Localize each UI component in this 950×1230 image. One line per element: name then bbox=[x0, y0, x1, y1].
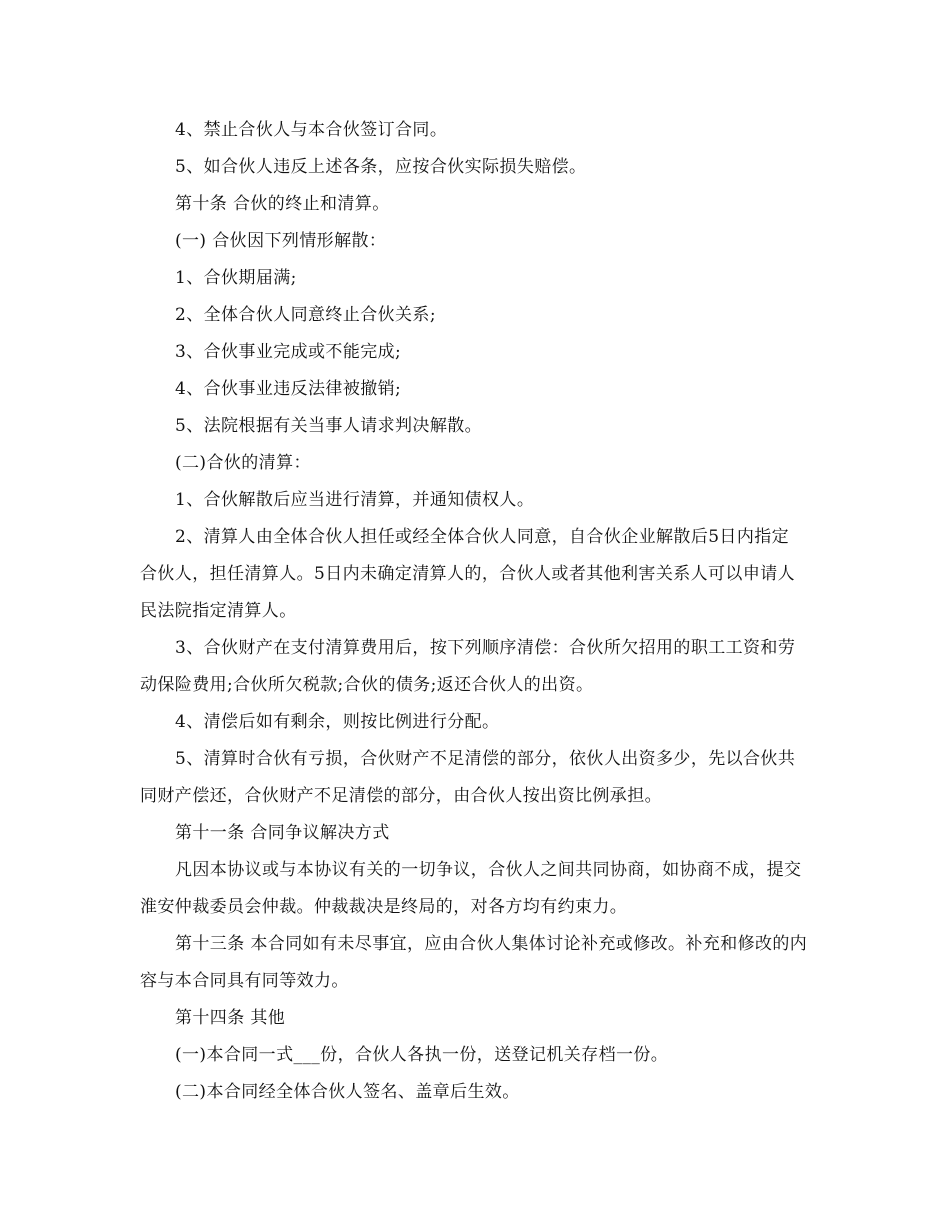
subheading-liquidation: (二)合伙的清算： bbox=[175, 453, 311, 473]
paragraph-effective: (二)本合同经全体合伙人签名、盖章后生效。 bbox=[175, 1082, 520, 1102]
heading-article-14: 第十四条 其他 bbox=[175, 1008, 286, 1028]
list-item-liquidation-3: 3、合伙财产在支付清算费用后，按下列顺序清偿：合伙所欠招用的职工工资和劳动保险费用;合伙所欠税款;合伙的债务;返还合伙人的出资。 bbox=[140, 638, 796, 695]
list-item-dissolution-5: 5、法院根据有关当事人请求判决解散。 bbox=[175, 416, 483, 436]
heading-article-11: 第十一条 合同争议解决方式 bbox=[175, 823, 390, 843]
paragraph-copies: (一)本合同一式___份，合伙人各执一份，送登记机关存档一份。 bbox=[175, 1045, 669, 1065]
list-item-liquidation-5: 5、清算时合伙有亏损，合伙财产不足清偿的部分，依伙人出资多少，先以合伙共同财产偿还，合伙财产不足清偿的部分，由合伙人按出资比例承担。 bbox=[140, 749, 796, 806]
list-item-dissolution-2: 2、全体合伙人同意终止合伙关系; bbox=[175, 305, 436, 325]
list-item-dissolution-1: 1、合伙期届满; bbox=[175, 268, 297, 288]
subheading-dissolution: (一) 合伙因下列情形解散： bbox=[175, 231, 387, 251]
heading-article-10: 第十条 合伙的终止和清算。 bbox=[175, 194, 390, 214]
list-item-liquidation-1: 1、合伙解散后应当进行清算，并通知债权人。 bbox=[175, 490, 535, 510]
paragraph-clause-4-prohibit-contract: 4、禁止合伙人与本合伙签订合同。 bbox=[175, 120, 448, 140]
paragraph-article-13: 第十三条 本合同如有未尽事宜，应由合伙人集体讨论补充或修改。补充和修改的内容与本合同具有同等效力。 bbox=[140, 934, 808, 991]
list-item-liquidation-2: 2、清算人由全体合伙人担任或经全体合伙人同意，自合伙企业解散后5日内指定 合伙人，担任清算人。5日内未确定清算人的，合伙人或者其他利害关系人可以申请人民法院指定清算人。 bbox=[140, 527, 796, 621]
paragraph-dispute-resolution: 凡因本协议或与本协议有关的一切争议，合伙人之间共同协商，如协商不成，提交淮安仲裁委员会仲裁。仲裁裁决是终局的，对各方均有约束力。 bbox=[140, 860, 802, 917]
list-item-dissolution-4: 4、合伙事业违反法律被撤销; bbox=[175, 379, 402, 399]
list-item-dissolution-3: 3、合伙事业完成或不能完成; bbox=[175, 342, 402, 362]
paragraph-clause-5-compensation: 5、如合伙人违反上述各条，应按合伙实际损失赔偿。 bbox=[175, 157, 587, 177]
list-item-liquidation-4: 4、清偿后如有剩余，则按比例进行分配。 bbox=[175, 712, 500, 732]
